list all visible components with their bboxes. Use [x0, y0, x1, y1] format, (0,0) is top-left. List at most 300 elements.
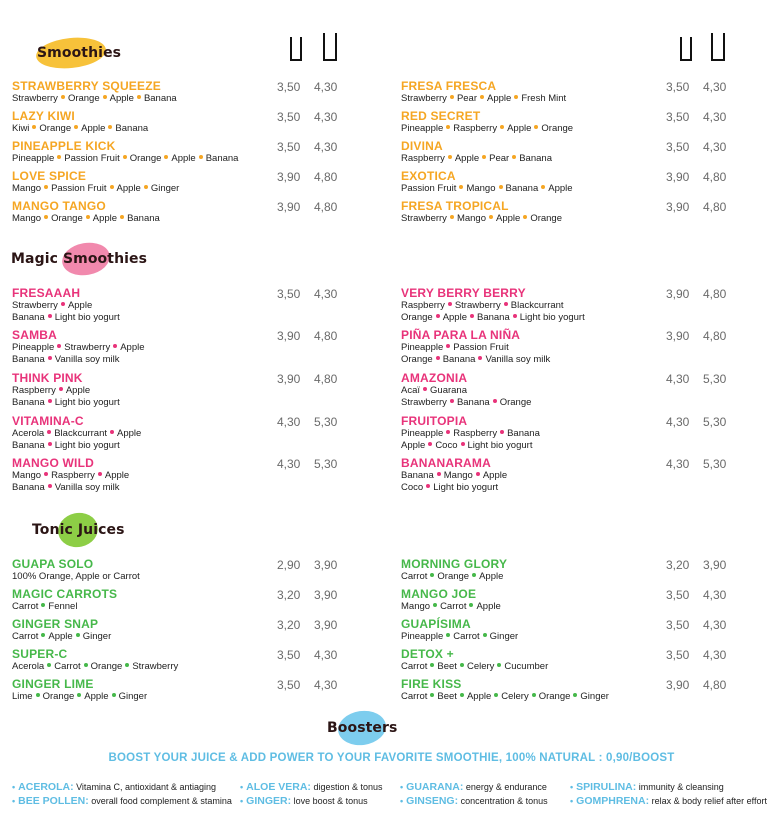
ingredient-line — [12, 153, 352, 165]
ingredient: Pineapple — [401, 631, 444, 642]
booster-desc: relax & body relief after effort — [651, 796, 767, 806]
ingredient-line — [12, 213, 352, 225]
ingredient: Pear — [489, 153, 510, 164]
item-name: GINGER LIME — [12, 677, 94, 691]
ingredient: Raspberry — [401, 153, 445, 164]
bullet-dot-icon — [472, 573, 476, 577]
ingredient: Acerola — [12, 661, 45, 672]
small-cup-icon — [290, 37, 302, 61]
booster-item — [400, 794, 548, 808]
menu-item — [12, 140, 352, 165]
ingredient: Mango — [12, 470, 42, 481]
menu-item — [12, 200, 352, 225]
item-name: RED SECRET — [401, 109, 481, 123]
ingredient: Vanilla soy milk — [485, 354, 551, 365]
item-name: THINK PINK — [12, 371, 83, 385]
ingredient: Pineapple — [12, 153, 55, 164]
ingredient: Blackcurrant — [54, 428, 108, 439]
menu-item — [12, 618, 352, 643]
bullet-dot-icon — [470, 314, 474, 318]
ingredient: Apple — [92, 213, 118, 224]
ingredient-line — [401, 440, 741, 452]
ingredient: Ginger — [580, 691, 609, 702]
ingredient: Mango — [456, 213, 486, 224]
ingredient: Carrot — [12, 631, 39, 642]
ingredient-line — [12, 354, 352, 366]
price-large: 5,30 — [314, 457, 338, 471]
ingredient: Raspberry — [453, 428, 498, 439]
menu-item — [401, 200, 741, 225]
booster-name: BEE POLLEN: — [18, 795, 89, 807]
bullet-dot-icon — [450, 95, 454, 99]
menu-item — [401, 329, 741, 366]
bullet-dot-icon — [164, 155, 168, 159]
menu-item — [12, 558, 352, 583]
ingredient: Apple — [84, 691, 109, 702]
price-small: 3,50 — [666, 140, 690, 154]
item-name: PINEAPPLE KICK — [12, 139, 116, 153]
booster-item — [240, 780, 382, 794]
price-large: 4,30 — [703, 648, 727, 662]
price-large: 3,90 — [703, 558, 727, 572]
ingredient: Apple — [496, 213, 521, 224]
ingredient: Apple — [116, 183, 141, 194]
price-small: 4,30 — [666, 372, 690, 386]
ingredient: Celery — [501, 691, 529, 702]
bullet-dot-icon — [86, 215, 90, 219]
ingredient: Pear — [456, 93, 478, 104]
bullet-dot-icon — [144, 185, 148, 189]
bullet-dot-icon — [199, 155, 203, 159]
ingredient: Banana — [12, 482, 45, 493]
price-large: 4,30 — [703, 80, 727, 94]
ingredient: Orange — [67, 93, 100, 104]
boost-tagline: BOOST YOUR JUICE & ADD POWER TO YOUR FAVORITE SMOOTHIE, 100% NATURAL : 0,90/BOOST — [108, 752, 675, 764]
item-name: FRUITOPIA — [401, 414, 468, 428]
ingredient: 100% Orange, Apple or Carrot — [12, 571, 140, 582]
ingredient: Orange — [401, 354, 433, 365]
bullet-dot-icon — [448, 155, 452, 159]
price-large: 3,90 — [314, 588, 338, 602]
ingredient: Carrot — [453, 631, 480, 642]
ingredient: Mango — [12, 183, 42, 194]
ingredient: Fresh Mint — [521, 93, 567, 104]
booster-item — [400, 780, 548, 794]
price-small: 3,90 — [277, 170, 301, 184]
ingredient: Strawberry — [132, 661, 179, 672]
ingredient: Passion Fruit — [64, 153, 120, 164]
bullet-dot-icon — [47, 663, 51, 667]
bullet-dot-icon — [48, 314, 52, 318]
section-title: Tonic Juices — [32, 522, 125, 538]
bullet-dot-icon — [534, 125, 538, 129]
price-large: 4,80 — [703, 329, 727, 343]
item-name: FRESA FRESCA — [401, 79, 497, 93]
booster-desc: energy & endurance — [465, 782, 547, 792]
bullet-dot-icon — [47, 430, 51, 434]
bullet-dot-icon — [573, 693, 577, 697]
bullet-dot-icon — [137, 95, 141, 99]
booster-name: GOMPHRENA: — [576, 795, 650, 807]
bullet-dot-icon — [48, 399, 52, 403]
ingredient: Apple — [466, 691, 492, 702]
booster-name: GINGER: — [246, 795, 292, 807]
ingredient: Light bio yogurt — [433, 482, 499, 493]
ingredient-line — [401, 300, 741, 312]
item-name: STRAWBERRY SQUEEZE — [12, 79, 161, 93]
ingredient-line — [12, 312, 352, 324]
bullet-dot-icon — [437, 472, 441, 476]
price-small: 3,50 — [277, 648, 301, 662]
price-small: 3,90 — [277, 372, 301, 386]
price-small: 3,50 — [277, 110, 301, 124]
menu-item — [12, 110, 352, 135]
ingredient: Orange — [530, 213, 562, 224]
ingredient: Orange — [401, 312, 433, 323]
ingredient-line — [12, 93, 352, 105]
ingredient-line — [12, 482, 352, 494]
item-name: BANANARAMA — [401, 456, 491, 470]
ingredient: Strawberry — [12, 300, 58, 311]
item-name: LOVE SPICE — [12, 169, 87, 183]
price-small: 3,20 — [277, 618, 301, 632]
bullet-dot-icon — [504, 302, 508, 306]
bullet-dot-icon — [108, 125, 112, 129]
ingredient: Blackcurrant — [510, 300, 564, 311]
ingredient-line — [401, 354, 741, 366]
menu-item — [401, 170, 741, 195]
bullet-dot-icon — [430, 693, 434, 697]
ingredient: Passion Fruit — [453, 342, 509, 353]
large-cup-icon — [323, 33, 337, 61]
ingredient: Light bio yogurt — [467, 440, 533, 451]
bullet-dot-icon — [450, 399, 454, 403]
bullet-dot-icon — [77, 693, 81, 697]
bullet-dot-icon — [36, 693, 40, 697]
bullet-dot-icon: • — [400, 782, 404, 792]
bullet-dot-icon: • — [570, 782, 574, 792]
ingredient: Coco — [435, 440, 458, 451]
price-small: 3,90 — [666, 287, 690, 301]
item-name: FIRE KISS — [401, 677, 462, 691]
ingredient-line — [401, 428, 741, 440]
ingredient: Pineapple — [12, 342, 55, 353]
ingredient: Ginger — [489, 631, 519, 642]
item-name: FRESAAAH — [12, 286, 81, 300]
bullet-dot-icon — [423, 387, 427, 391]
booster-name: GUARANA: — [406, 781, 464, 793]
bullet-dot-icon: • — [400, 796, 404, 806]
price-large: 4,80 — [314, 170, 338, 184]
ingredient: Cucumber — [504, 661, 549, 672]
item-name: MANGO JOE — [401, 587, 477, 601]
booster-name: ACEROLA: — [18, 781, 74, 793]
bullet-dot-icon — [480, 95, 484, 99]
bullet-dot-icon — [426, 484, 430, 488]
ingredient: Banana — [507, 428, 540, 439]
ingredient: Strawberry — [12, 93, 58, 104]
ingredient: Banana — [477, 312, 510, 323]
ingredient-line — [12, 397, 352, 409]
ingredient: Passion Fruit — [51, 183, 107, 194]
ingredient: Orange — [42, 691, 75, 702]
price-large: 5,30 — [703, 457, 727, 471]
ingredient: Orange — [129, 153, 162, 164]
bullet-dot-icon — [513, 314, 517, 318]
price-small: 3,90 — [666, 678, 690, 692]
magic-smoothies-heading — [10, 242, 150, 276]
item-name: EXOTICA — [401, 169, 456, 183]
ingredient-line — [12, 183, 352, 195]
price-large: 4,30 — [703, 140, 727, 154]
bullet-dot-icon — [499, 185, 503, 189]
menu-item — [12, 329, 352, 366]
price-large: 5,30 — [703, 372, 727, 386]
bullet-dot-icon — [32, 125, 36, 129]
price-small: 3,50 — [666, 80, 690, 94]
booster-item — [570, 780, 767, 794]
ingredient-line — [12, 385, 352, 397]
ingredient-line — [401, 213, 741, 225]
boosters-heading — [322, 711, 412, 745]
price-large: 4,30 — [314, 648, 338, 662]
item-name: MANGO WILD — [12, 456, 94, 470]
item-name: GUAPÍSIMA — [401, 617, 471, 631]
price-large: 4,80 — [703, 170, 727, 184]
price-small: 4,30 — [666, 457, 690, 471]
price-small: 3,90 — [277, 200, 301, 214]
bullet-dot-icon — [469, 603, 473, 607]
item-name: DETOX + — [401, 647, 454, 661]
bullet-dot-icon — [123, 155, 127, 159]
ingredient: Light bio yogurt — [54, 440, 120, 451]
item-name: SAMBA — [12, 328, 57, 342]
ingredient-line — [401, 385, 741, 397]
price-large: 4,80 — [703, 200, 727, 214]
ingredient: Banana — [12, 354, 45, 365]
ingredient: Banana — [401, 470, 434, 481]
bullet-dot-icon — [57, 155, 61, 159]
ingredient: Strawberry — [401, 93, 447, 104]
ingredient: Vanilla soy milk — [54, 482, 120, 493]
ingredient-line — [401, 183, 741, 195]
ingredient: Beet — [437, 661, 457, 672]
ingredient-line — [12, 342, 352, 354]
section-title: Boosters — [327, 720, 398, 736]
price-small: 3,50 — [666, 110, 690, 124]
bullet-dot-icon — [41, 603, 45, 607]
ingredient: Apple — [482, 470, 508, 481]
ingredient: Orange — [437, 571, 470, 582]
ingredient: Celery — [466, 661, 495, 672]
ingredient: Raspberry — [453, 123, 498, 134]
bullet-dot-icon — [460, 663, 464, 667]
ingredient: Carrot — [401, 661, 428, 672]
menu-item — [401, 415, 741, 452]
ingredient: Banana — [519, 153, 552, 164]
bullet-dot-icon: • — [240, 782, 244, 792]
bullet-dot-icon — [113, 344, 117, 348]
price-small: 3,50 — [277, 140, 301, 154]
menu-item — [401, 618, 741, 643]
ingredient: Light bio yogurt — [54, 397, 120, 408]
bullet-dot-icon — [497, 663, 501, 667]
ingredient: Ginger — [118, 691, 148, 702]
booster-name: SPIRULINA: — [576, 781, 637, 793]
bullet-dot-icon — [120, 215, 124, 219]
bullet-dot-icon — [125, 663, 129, 667]
ingredient-line — [401, 312, 741, 324]
ingredient: Mango — [466, 183, 496, 194]
ingredient: Ginger — [150, 183, 180, 194]
price-small: 3,20 — [666, 558, 690, 572]
bullet-dot-icon — [446, 125, 450, 129]
booster-desc: digestion & tonus — [313, 782, 383, 792]
ingredient-line — [401, 691, 741, 703]
item-name: MAGIC CARROTS — [12, 587, 118, 601]
ingredient-line — [401, 470, 741, 482]
booster-desc: concentration & tonus — [460, 796, 548, 806]
ingredient-line — [12, 631, 352, 643]
booster-column — [400, 780, 548, 808]
bullet-dot-icon — [61, 95, 65, 99]
ingredient: Banana — [456, 397, 490, 408]
price-small: 3,50 — [277, 80, 301, 94]
booster-desc: Vitamina C, antioxidant & antiaging — [76, 782, 217, 792]
small-cup-icon — [680, 37, 692, 61]
ingredient: Apple — [476, 601, 501, 612]
price-large: 4,30 — [314, 110, 338, 124]
bullet-dot-icon — [57, 344, 61, 348]
bullet-dot-icon — [41, 633, 45, 637]
bullet-dot-icon — [459, 185, 463, 189]
ingredient-line — [12, 440, 352, 452]
price-large: 4,80 — [703, 678, 727, 692]
menu-item — [12, 287, 352, 324]
ingredient-line — [401, 482, 741, 494]
price-large: 4,30 — [314, 80, 338, 94]
ingredient: Strawberry — [401, 213, 447, 224]
bullet-dot-icon — [103, 95, 107, 99]
menu-item — [401, 287, 741, 324]
price-small: 3,90 — [666, 329, 690, 343]
price-large: 4,30 — [314, 287, 338, 301]
item-name: VERY BERRY BERRY — [401, 286, 526, 300]
menu-item — [401, 80, 741, 105]
ingredient-line — [401, 153, 741, 165]
item-name: GINGER SNAP — [12, 617, 99, 631]
menu-item — [401, 457, 741, 494]
ingredient: Banana — [12, 312, 45, 323]
ingredient: Guarana — [430, 385, 467, 396]
booster-item — [570, 794, 767, 808]
ingredient: Banana — [127, 213, 160, 224]
price-small: 3,90 — [277, 329, 301, 343]
bullet-dot-icon: • — [240, 796, 244, 806]
ingredient: Banana — [115, 123, 149, 134]
price-large: 4,80 — [314, 200, 338, 214]
bullet-dot-icon — [448, 302, 452, 306]
item-name: GUAPA SOLO — [12, 557, 94, 571]
ingredient: Apple — [48, 631, 73, 642]
bullet-dot-icon — [436, 314, 440, 318]
ingredient-line — [12, 470, 352, 482]
price-large: 4,30 — [703, 110, 727, 124]
bullet-dot-icon — [461, 442, 465, 446]
ingredient-line — [401, 342, 741, 354]
bullet-dot-icon — [44, 472, 48, 476]
bullet-dot-icon — [98, 472, 102, 476]
ingredient: Apple — [104, 470, 130, 481]
ingredient: Mango — [12, 213, 42, 224]
ingredient: Apple — [454, 153, 480, 164]
ingredient: Coco — [401, 482, 424, 493]
menu-item — [401, 110, 741, 135]
bullet-dot-icon — [446, 344, 450, 348]
price-large: 4,80 — [314, 372, 338, 386]
bullet-dot-icon — [61, 302, 65, 306]
bullet-dot-icon — [48, 484, 52, 488]
ingredient: Acerola — [12, 428, 45, 439]
ingredient: Apple — [507, 123, 532, 134]
ingredient-line — [401, 631, 741, 643]
bullet-dot-icon — [84, 663, 88, 667]
ingredient-line — [12, 691, 352, 703]
booster-desc: overall food complement & stamina — [91, 796, 232, 806]
price-small: 3,50 — [277, 678, 301, 692]
price-small: 3,90 — [666, 170, 690, 184]
bullet-dot-icon — [430, 573, 434, 577]
booster-item — [12, 780, 232, 794]
ingredient-line — [12, 661, 352, 673]
bullet-dot-icon — [59, 387, 63, 391]
bullet-dot-icon — [76, 633, 80, 637]
ingredient: Light bio yogurt — [519, 312, 585, 323]
bullet-dot-icon — [478, 356, 482, 360]
ingredient-line — [401, 93, 741, 105]
ingredient: Orange — [51, 213, 83, 224]
menu-item — [12, 457, 352, 494]
ingredient: Banana — [143, 93, 177, 104]
ingredient: Pineapple — [401, 342, 444, 353]
bullet-dot-icon: • — [12, 782, 16, 792]
ingredient-line — [401, 397, 741, 409]
ingredient: Raspberry — [401, 300, 445, 311]
ingredient: Apple — [109, 93, 134, 104]
ingredient: Mango — [443, 470, 473, 481]
menu-item — [12, 80, 352, 105]
menu-item — [12, 170, 352, 195]
bullet-dot-icon — [446, 633, 450, 637]
bullet-dot-icon — [48, 356, 52, 360]
bullet-dot-icon — [44, 215, 48, 219]
tonic-juices-heading — [30, 513, 140, 547]
section-title: Smoothies — [37, 45, 122, 61]
bullet-dot-icon — [523, 215, 527, 219]
price-large: 4,30 — [703, 618, 727, 632]
ingredient-line — [401, 571, 741, 583]
bullet-dot-icon — [430, 663, 434, 667]
bullet-dot-icon — [532, 693, 536, 697]
ingredient: Apple — [442, 312, 467, 323]
bullet-dot-icon — [512, 155, 516, 159]
ingredient: Vanilla soy milk — [54, 354, 120, 365]
menu-item — [401, 678, 741, 703]
ingredient: Carrot — [54, 661, 81, 672]
bullet-dot-icon — [428, 442, 432, 446]
booster-name: GINSENG: — [406, 795, 459, 807]
price-small: 3,90 — [666, 200, 690, 214]
